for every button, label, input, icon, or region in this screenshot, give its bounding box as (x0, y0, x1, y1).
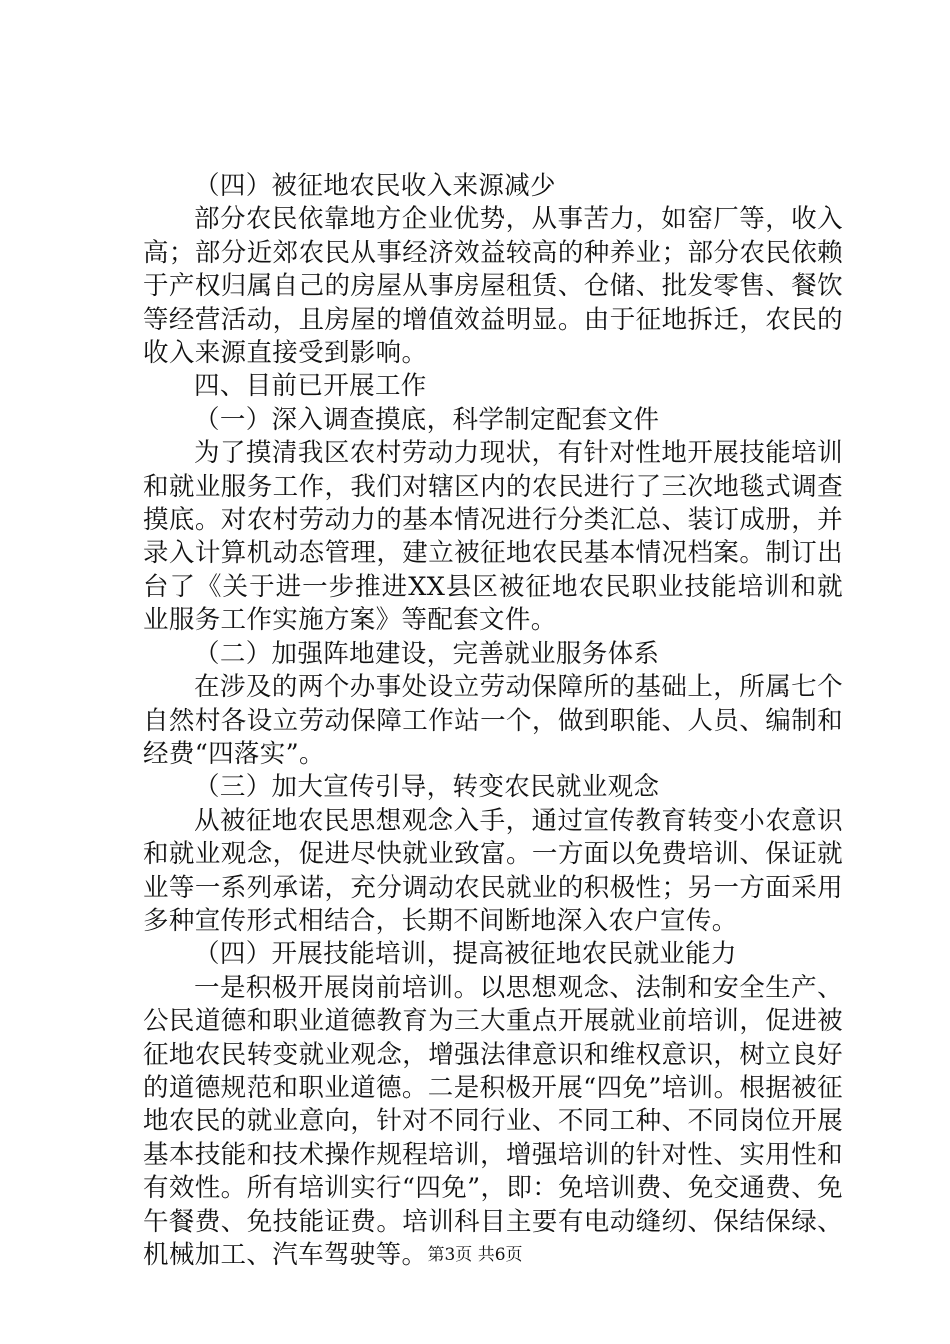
paragraph-subheading-2-service: （二）加强阵地建设，完善就业服务体系 (194, 638, 660, 669)
section-heading-work-done: 四、目前已开展工作 (194, 371, 427, 402)
paragraph-subheading-4-training: （四）开展技能培训，提高被征地农民就业能力 (194, 939, 737, 970)
paragraph-subheading-3-publicity: （三）加大宣传引导，转变农民就业观念 (194, 772, 660, 803)
paragraph-income-sources: 部分农民依靠地方企业优势，从事苦力，如窑厂等，收入高；部分近郊农民从事经济效益较高的种养业；部分农民依赖于产权归属自己的房屋从事房屋租赁、仓储、批发零售、餐饮等经营活动，且房屋的增值效益明显。由于征地拆迁，农民的收入来源直接受到影响。 (143, 204, 843, 369)
paragraph-training: 一是积极开展岗前培训。以思想观念、法制和安全生产、公民道德和职业道德教育为三大重点开展就业前培训，促进被征地农民转变就业观念，增强法律意识和维权意识，树立良好的道德规范和职业道德。二是积极开展“四免”培训。根据被征地农民的就业意向，针对不同行业、不同工种、不同岗位开展基本技能和技术操作规程培训，增强培训的针对性、实用性和有效性。所有培训实行“四免”，即：免培训费、免交通费、免午餐费、免技能证费。培训科目主要有电动缝纫、保结保绿、机械加工、汽车驾驶等。 (143, 972, 843, 1270)
paragraph-service: 在涉及的两个办事处设立劳动保障所的基础上，所属七个自然村各设立劳动保障工作站一个，做到职能、人员、编制和经费“四落实”。 (143, 672, 843, 769)
paragraph-subheading-4-income: （四）被征地农民收入来源减少 (194, 171, 556, 201)
paragraph-publicity: 从被征地农民思想观念入手，通过宣传教育转变小农意识和就业观念，促进尽快就业致富。一方面以免费培训、保证就业等一系列承诺，充分调动农民就业的积极性；另一方面采用多种宣传形式相结合，长期不间断地深入农户宣传。 (143, 805, 843, 936)
document-body (143, 170, 843, 1272)
page-number-footer: 第3页 共6页 (427, 1245, 523, 1265)
paragraph-survey: 为了摸清我区农村劳动力现状，有针对性地开展技能培训和就业服务工作，我们对辖区内的农民进行了三次地毯式调查摸底。对农村劳动力的基本情况进行分类汇总、装订成册，并录入计算机动态管理，建立被征地农民基本情况档案。制订出台了《关于进一步推进XX县区被征地农民职业技能培训和就业服务工作实施方案》等配套文件。 (143, 438, 843, 636)
paragraph-subheading-1-survey: （一）深入调查摸底，科学制定配套文件 (194, 404, 660, 435)
